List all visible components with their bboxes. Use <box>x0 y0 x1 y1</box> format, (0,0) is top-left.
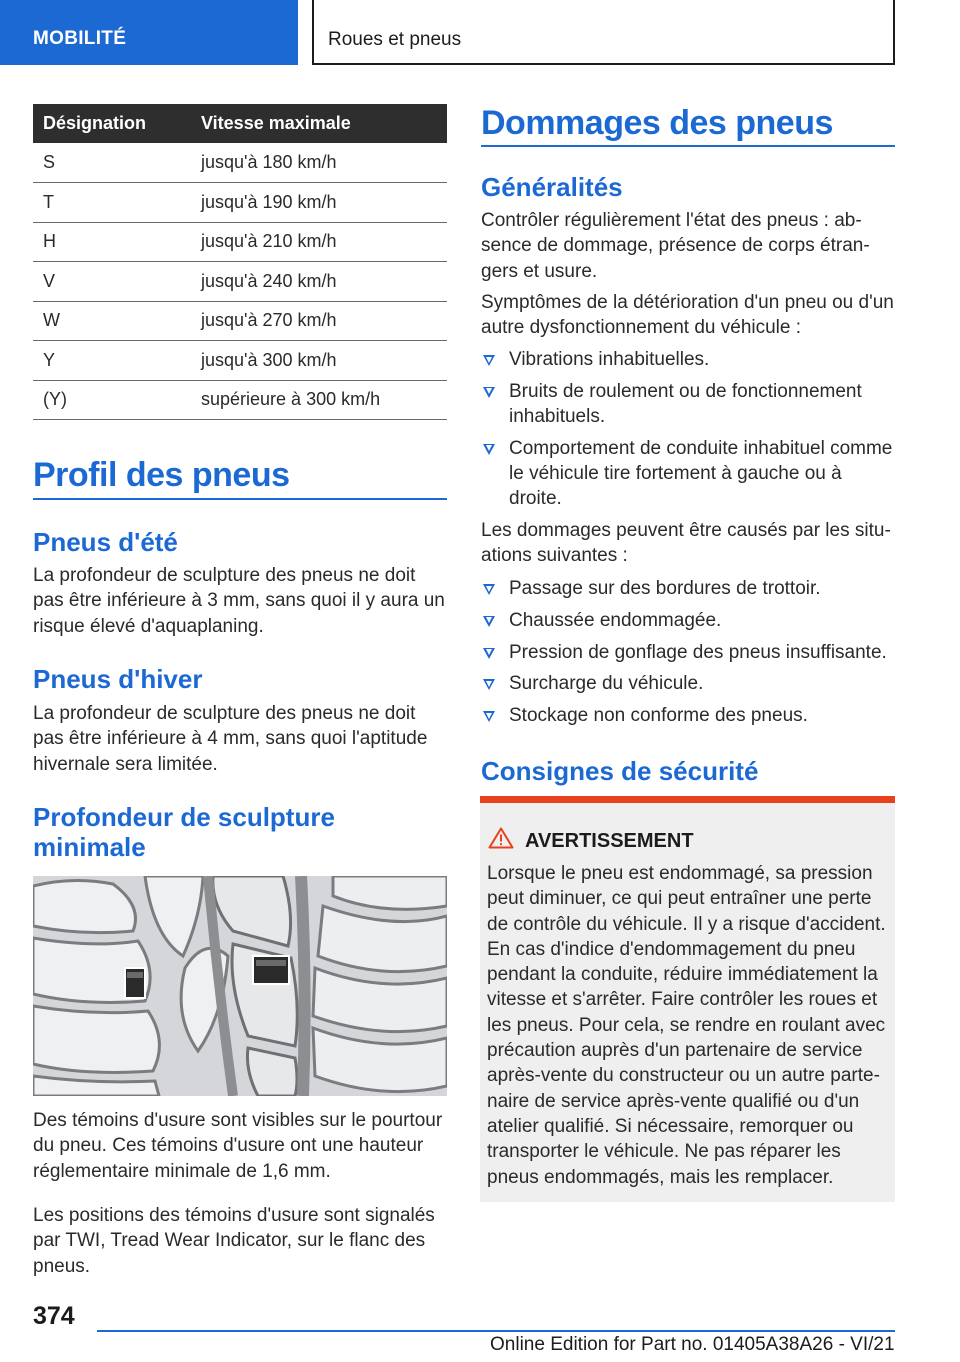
bullet-triangle-icon <box>483 648 495 659</box>
bullet-triangle-icon <box>483 616 495 627</box>
bullet-triangle-icon <box>483 387 495 398</box>
chapter-tab <box>312 0 895 65</box>
cell-designation: (Y) <box>33 380 201 420</box>
cell-max-speed: jusqu'à 300 km/h <box>201 341 447 381</box>
warning-title: AVERTISSEMENT <box>525 830 694 852</box>
table-header-row <box>33 104 447 143</box>
symptoms-list <box>481 347 895 518</box>
warning-box <box>480 796 895 1202</box>
warning-triangle-icon <box>488 827 514 849</box>
list-item: Stockage non conforme des pneus. <box>481 703 895 728</box>
list-item: Chaussée endommagée. <box>481 608 895 633</box>
bullet-triangle-icon <box>483 679 495 690</box>
table-row <box>33 341 447 381</box>
cell-designation: H <box>33 222 201 262</box>
cell-designation: V <box>33 262 201 302</box>
footer-rule <box>97 1330 895 1332</box>
cell-max-speed: jusqu'à 240 km/h <box>201 262 447 302</box>
table-row <box>33 222 447 262</box>
cell-designation: Y <box>33 341 201 381</box>
winter-tyres-heading: Pneus d'hiver <box>33 664 203 694</box>
bullet-triangle-icon <box>483 444 495 455</box>
list-item: Surcharge du véhicule. <box>481 671 895 696</box>
cell-max-speed: jusqu'à 210 km/h <box>201 222 447 262</box>
symptoms-intro: Symptômes de la détérioration d'un pneu ou d'un autre dysfonctionnement du véhicule : <box>481 292 894 339</box>
bullet-triangle-icon <box>483 711 495 722</box>
chapter-label: Roues et pneus <box>328 29 462 50</box>
wear-indicator-text-2: Les positions des témoins d'usure sont signalés par TWI, Tread Wear Indicator, sur le flanc des pneus. <box>33 1205 435 1277</box>
list-item: Bruits de roulement ou de fonctionnement inhabituels. <box>481 379 895 430</box>
table-row <box>33 183 447 223</box>
general-heading: Généralités <box>481 172 623 202</box>
min-depth-heading: Profondeur de sculpture minimale <box>33 802 335 862</box>
warning-text: Lorsque le pneu est endommagé, sa pression peut diminuer, ce qui peut entraîner une perte de contrôle du véhicule. Il y a risque d'accident. En cas d'indice d'endommagement du pneu pendant la conduite, réduire immédiatement la vitesse et s'arrêter. Faire contrôler les roues et les pneus. Pour cela, se rendre en roulant avec précaution auprès d'un partenaire de service après-vente du constructeur ou un autre partenaire de service après-vente qualifié ou d'un atelier qualifié. Si nécessaire, remorquer ou transporter le véhicule. Ne pas réparer les pneus endommagés, mais les remplacer. <box>487 863 886 1188</box>
list-item: Pression de gonflage des pneus insuffisante. <box>481 640 895 665</box>
column-header-designation: Désignation <box>33 104 201 143</box>
summer-tyres-text: La profondeur de sculpture des pneus ne doit pas être inférieure à 3 mm, sans quoi il y aura un risque élevé d'aquaplaning. <box>33 565 445 637</box>
damage-heading: Dommages des pneus <box>481 104 833 142</box>
profile-heading: Profil des pneus <box>33 456 290 494</box>
cell-max-speed: jusqu'à 180 km/h <box>201 143 447 183</box>
general-text: Contrôler régulièrement l'état des pneus : absence de dommage, présence de corps étrangers et usure. <box>481 210 870 282</box>
cell-designation: S <box>33 143 201 183</box>
winter-tyres-text: La profondeur de sculpture des pneus ne doit pas être inférieure à 4 mm, sans quoi l'aptitude hivernale sera limitée. <box>33 703 428 775</box>
tread-wear-indicator-image <box>33 876 447 1096</box>
section-tab <box>0 0 298 65</box>
speed-rating-table <box>33 104 447 420</box>
section-label: MOBILITÉ <box>33 28 127 49</box>
list-item: Vibrations inhabituelles. <box>481 347 895 372</box>
table-row <box>33 380 447 420</box>
summer-tyres-heading: Pneus d'été <box>33 527 178 557</box>
causes-intro: Les dommages peuvent être causés par les situations suivantes : <box>481 520 891 567</box>
list-item: Passage sur des bordures de trottoir. <box>481 576 895 601</box>
page-number: 374 <box>33 1302 75 1330</box>
cell-designation: W <box>33 301 201 341</box>
table-row <box>33 301 447 341</box>
cell-max-speed: jusqu'à 270 km/h <box>201 301 447 341</box>
wear-indicator-right <box>253 956 289 984</box>
cell-max-speed: supérieure à 300 km/h <box>201 380 447 420</box>
edition-text: Online Edition for Part no. 01405A38A26 - VI/21 <box>490 1334 895 1355</box>
bullet-triangle-icon <box>483 584 495 595</box>
cell-max-speed: jusqu'à 190 km/h <box>201 183 447 223</box>
safety-heading: Consignes de sécurité <box>481 756 759 786</box>
damage-heading-rule <box>481 145 895 147</box>
causes-list <box>481 576 895 735</box>
table-row <box>33 262 447 302</box>
wear-indicator-left <box>125 968 145 998</box>
list-item: Comportement de conduite inhabituel comme le véhicule tire fortement à gauche ou à droite. <box>481 436 895 512</box>
column-header-max-speed: Vitesse maximale <box>201 104 447 143</box>
wear-indicator-text-1: Des témoins d'usure sont visibles sur le pourtour du pneu. Ces témoins d'usure ont une hauteur réglementaire minimale de 1,6 mm. <box>33 1110 443 1182</box>
table-row <box>33 143 447 183</box>
profile-heading-rule <box>33 498 447 500</box>
cell-designation: T <box>33 183 201 223</box>
bullet-triangle-icon <box>483 355 495 366</box>
